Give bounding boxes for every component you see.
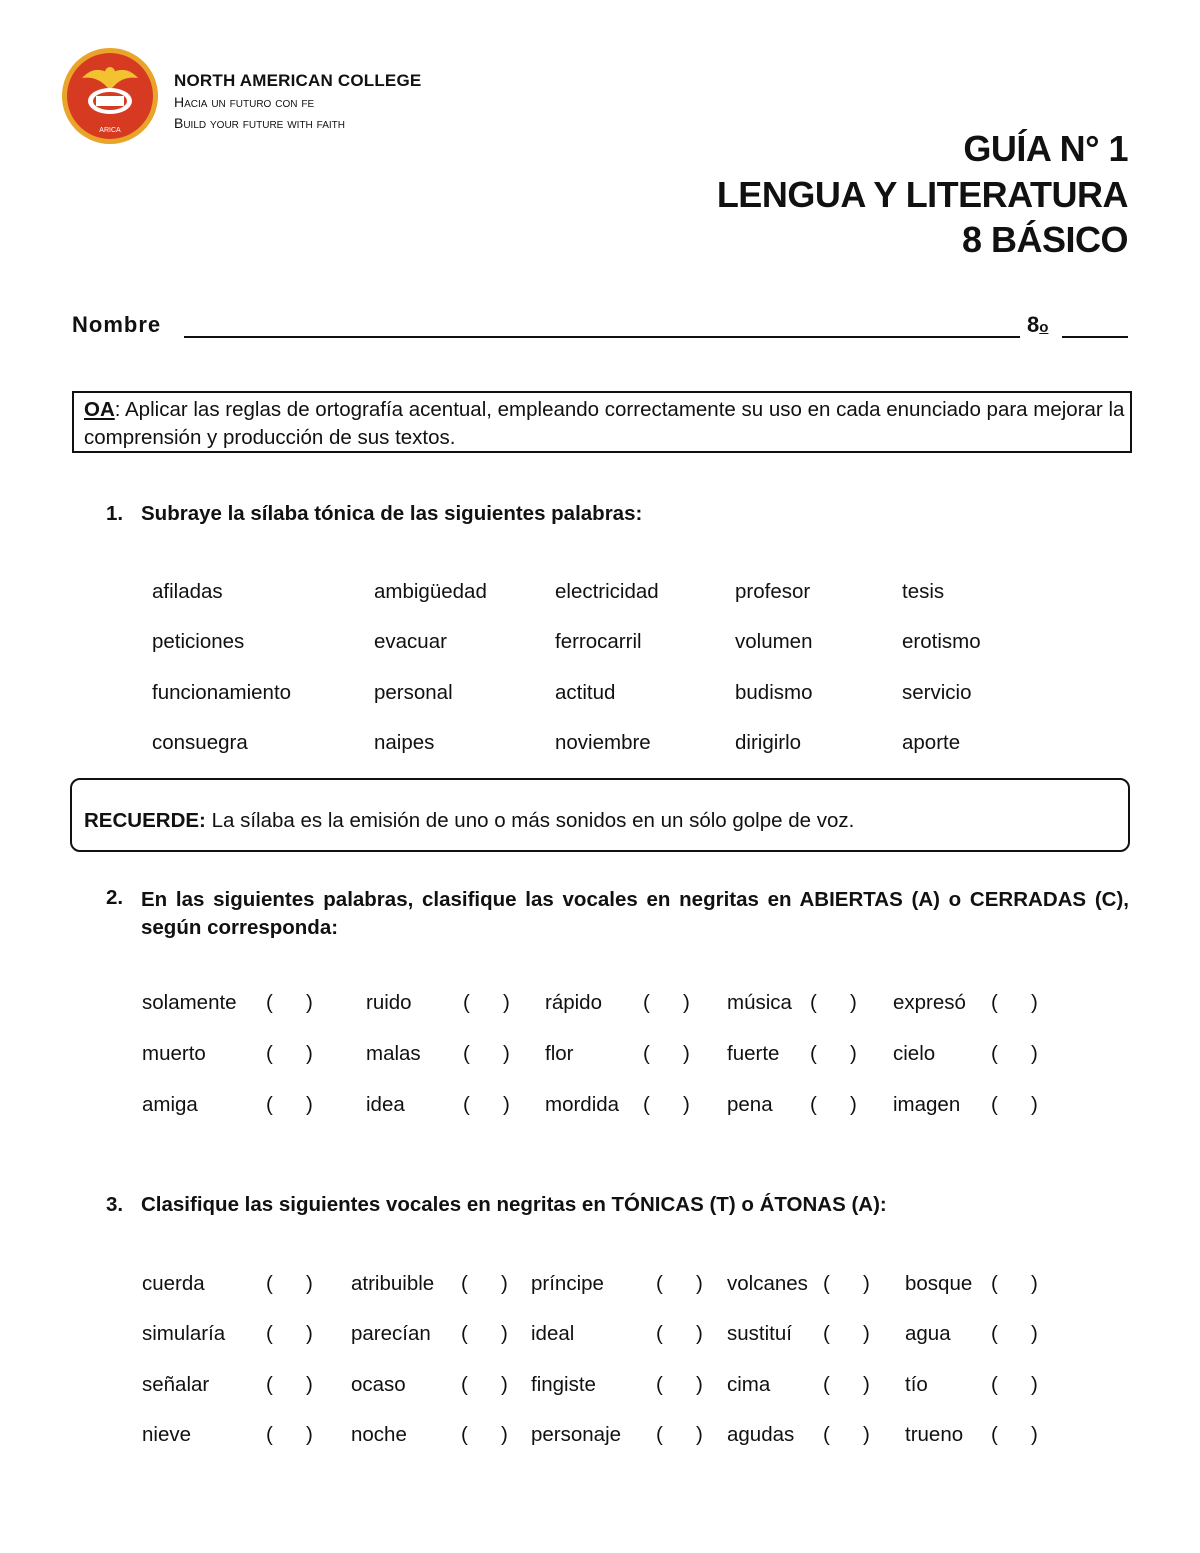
section2-answer-open-paren[interactable]: ( <box>266 1042 273 1065</box>
section3-answer-open-paren[interactable]: ( <box>991 1373 998 1396</box>
section3-word: ideal <box>531 1322 575 1345</box>
section3-answer-close-paren[interactable]: ) <box>863 1322 870 1345</box>
subject-title: LENGUA Y LITERATURA <box>716 174 1128 215</box>
section2-word: imagen <box>893 1093 961 1116</box>
section2-word: solamente <box>142 991 237 1014</box>
section3-word: señalar <box>142 1373 210 1396</box>
section2-answer-close-paren[interactable]: ) <box>1031 1093 1038 1116</box>
section2-answer-close-paren[interactable]: ) <box>306 991 313 1014</box>
section-1-word[interactable]: afiladas <box>152 580 223 603</box>
section3-answer-close-paren[interactable]: ) <box>1031 1373 1038 1396</box>
section-1-word[interactable]: naipes <box>374 731 435 754</box>
section2-answer-open-paren[interactable]: ( <box>266 991 273 1014</box>
section2-word: fuerte <box>727 1042 780 1065</box>
section3-answer-open-paren[interactable]: ( <box>823 1272 830 1295</box>
section2-word: expresó <box>893 991 966 1014</box>
section2-answer-close-paren[interactable]: ) <box>306 1093 313 1116</box>
section3-answer-close-paren[interactable]: ) <box>501 1272 508 1295</box>
reminder-label: RECUERDE: <box>84 809 206 832</box>
section3-answer-open-paren[interactable]: ( <box>656 1322 663 1345</box>
section3-word: fingiste <box>531 1373 596 1396</box>
section3-answer-open-paren[interactable]: ( <box>656 1423 663 1446</box>
objective-label: OA <box>84 398 115 421</box>
section-1-word[interactable]: profesor <box>735 580 811 603</box>
section2-answer-open-paren[interactable]: ( <box>463 991 470 1014</box>
section2-word: malas <box>366 1042 421 1065</box>
section3-answer-open-paren[interactable]: ( <box>656 1373 663 1396</box>
school-logo <box>60 46 160 146</box>
section3-answer-open-paren[interactable]: ( <box>991 1272 998 1295</box>
name-label: Nombre <box>72 312 162 337</box>
section3-answer-close-paren[interactable]: ) <box>863 1373 870 1396</box>
school-name: NORTH AMERICAN COLLEGE <box>174 71 422 90</box>
section2-answer-open-paren[interactable]: ( <box>463 1042 470 1065</box>
section3-word: cima <box>727 1373 771 1396</box>
section2-answer-open-paren[interactable]: ( <box>643 991 650 1014</box>
section3-word: cuerda <box>142 1272 205 1295</box>
section-1-word[interactable]: erotismo <box>902 630 981 653</box>
school-motto-en: Build your future with faith <box>174 115 346 131</box>
section3-answer-close-paren[interactable]: ) <box>1031 1272 1038 1295</box>
section2-word: música <box>727 991 792 1014</box>
section2-answer-open-paren[interactable]: ( <box>810 991 817 1014</box>
section3-answer-open-paren[interactable]: ( <box>656 1272 663 1295</box>
objective-description: : Aplicar las reglas de ortografía acentual, empleando correctamente su uso en cada enunciado para mejorar la comprensión y producción de sus textos. <box>84 398 1125 449</box>
section2-word: flor <box>545 1042 574 1065</box>
section3-answer-close-paren[interactable]: ) <box>306 1272 313 1295</box>
section3-answer-open-paren[interactable]: ( <box>991 1423 998 1446</box>
section3-answer-open-paren[interactable]: ( <box>823 1322 830 1345</box>
section2-answer-close-paren[interactable]: ) <box>1031 1042 1038 1065</box>
section2-answer-close-paren[interactable]: ) <box>683 1042 690 1065</box>
section3-word: ocaso <box>351 1373 406 1396</box>
section2-word: amiga <box>142 1093 198 1116</box>
section3-answer-open-paren[interactable]: ( <box>266 1423 273 1446</box>
section3-word: trueno <box>905 1423 964 1446</box>
section3-answer-open-paren[interactable]: ( <box>266 1373 273 1396</box>
section3-word: noche <box>351 1423 407 1446</box>
section2-word: pena <box>727 1093 773 1116</box>
section2-answer-close-paren[interactable]: ) <box>306 1042 313 1065</box>
section2-word: mordida <box>545 1093 620 1116</box>
section3-word: atribuible <box>351 1272 435 1295</box>
section-1-title: Subraye la sílaba tónica de las siguientes palabras: <box>141 502 643 525</box>
section-2-number: 2. <box>106 886 124 909</box>
section-1-number: 1. <box>106 502 124 525</box>
section3-word: príncipe <box>531 1272 604 1295</box>
section3-answer-close-paren[interactable]: ) <box>501 1373 508 1396</box>
section3-answer-close-paren[interactable]: ) <box>501 1322 508 1345</box>
section-1-word[interactable]: dirigirlo <box>735 731 802 754</box>
section3-answer-open-paren[interactable]: ( <box>461 1423 468 1446</box>
grade-input-line[interactable] <box>1062 336 1128 338</box>
section2-answer-close-paren[interactable]: ) <box>503 1093 510 1116</box>
section3-answer-close-paren[interactable]: ) <box>696 1373 703 1396</box>
section3-answer-open-paren[interactable]: ( <box>823 1373 830 1396</box>
section3-answer-open-paren[interactable]: ( <box>266 1322 273 1345</box>
section3-answer-close-paren[interactable]: ) <box>1031 1423 1038 1446</box>
section3-answer-close-paren[interactable]: ) <box>696 1322 703 1345</box>
section3-word: agua <box>905 1322 951 1345</box>
section3-word: volcanes <box>727 1272 808 1295</box>
section3-answer-open-paren[interactable]: ( <box>461 1373 468 1396</box>
section-1-word[interactable]: ferrocarril <box>555 630 642 653</box>
reminder-description: La sílaba es la emisión de uno o más sonidos en un sólo golpe de voz. <box>205 809 855 832</box>
section3-answer-close-paren[interactable]: ) <box>501 1423 508 1446</box>
section3-word: bosque <box>905 1272 973 1295</box>
school-motto-es: Hacia un futuro con fe <box>174 94 315 110</box>
section2-answer-close-paren[interactable]: ) <box>850 1042 857 1065</box>
section-1-word[interactable]: actitud <box>555 681 616 704</box>
grade-label: 8o <box>1027 312 1049 337</box>
section2-answer-close-paren[interactable]: ) <box>503 1042 510 1065</box>
section3-answer-open-paren[interactable]: ( <box>991 1322 998 1345</box>
section2-answer-close-paren[interactable]: ) <box>503 991 510 1014</box>
section2-answer-close-paren[interactable]: ) <box>850 991 857 1014</box>
section2-answer-open-paren[interactable]: ( <box>266 1093 273 1116</box>
section-1-word[interactable]: funcionamiento <box>152 681 292 704</box>
section2-answer-close-paren[interactable]: ) <box>683 1093 690 1116</box>
section-1-word[interactable]: personal <box>374 681 453 704</box>
svg-text:ARICA: ARICA <box>99 127 121 134</box>
section-1-word[interactable]: budismo <box>735 681 813 704</box>
section2-answer-close-paren[interactable]: ) <box>683 991 690 1014</box>
section2-word: muerto <box>142 1042 206 1065</box>
section3-word: tío <box>905 1373 928 1396</box>
section2-answer-close-paren[interactable]: ) <box>850 1093 857 1116</box>
section2-answer-open-paren[interactable]: ( <box>643 1093 650 1116</box>
section3-answer-close-paren[interactable]: ) <box>306 1322 313 1345</box>
section3-answer-open-paren[interactable]: ( <box>823 1423 830 1446</box>
section3-answer-open-paren[interactable]: ( <box>266 1272 273 1295</box>
section-2-title: En las siguientes palabras, clasifique las vocales en negritas en ABIERTAS (A) o CERRADAS (C), según corresponda: <box>141 888 1129 939</box>
section3-word: nieve <box>142 1423 192 1446</box>
section2-answer-open-paren[interactable]: ( <box>643 1042 650 1065</box>
section3-answer-close-paren[interactable]: ) <box>863 1272 870 1295</box>
section-1-word[interactable]: ambigüedad <box>374 580 487 603</box>
section-1-word[interactable]: servicio <box>902 681 972 704</box>
section-1-word[interactable]: noviembre <box>555 731 651 754</box>
section3-answer-close-paren[interactable]: ) <box>696 1423 703 1446</box>
section3-answer-open-paren[interactable]: ( <box>461 1272 468 1295</box>
grade-title: 8 BÁSICO <box>961 219 1128 260</box>
section3-answer-close-paren[interactable]: ) <box>306 1373 313 1396</box>
section-1-word[interactable]: tesis <box>902 580 945 603</box>
section2-answer-open-paren[interactable]: ( <box>463 1093 470 1116</box>
section3-answer-close-paren[interactable]: ) <box>1031 1322 1038 1345</box>
section2-answer-open-paren[interactable]: ( <box>810 1042 817 1065</box>
section3-word: agudas <box>727 1423 795 1446</box>
section-3-number: 3. <box>106 1193 124 1216</box>
section-1-word[interactable]: volumen <box>735 630 813 653</box>
guide-title: GUÍA N° 1 <box>963 128 1128 169</box>
section3-word: sustituí <box>727 1322 792 1345</box>
section2-answer-open-paren[interactable]: ( <box>991 991 998 1014</box>
section2-answer-open-paren[interactable]: ( <box>810 1093 817 1116</box>
section-1-word[interactable]: consuegra <box>152 731 248 754</box>
objective-text <box>84 396 1130 452</box>
section-1-word[interactable]: electricidad <box>555 580 659 603</box>
section3-answer-close-paren[interactable]: ) <box>306 1423 313 1446</box>
section-1-word[interactable]: peticiones <box>152 630 245 653</box>
section2-answer-open-paren[interactable]: ( <box>991 1093 998 1116</box>
section2-word: cielo <box>893 1042 936 1065</box>
section2-answer-open-paren[interactable]: ( <box>991 1042 998 1065</box>
name-input-line[interactable] <box>184 336 1020 338</box>
section3-word: parecían <box>351 1322 431 1345</box>
section2-word: ruido <box>366 991 412 1014</box>
section-1-word[interactable]: aporte <box>902 731 961 754</box>
section2-answer-close-paren[interactable]: ) <box>1031 991 1038 1014</box>
section3-answer-close-paren[interactable]: ) <box>863 1423 870 1446</box>
section3-answer-close-paren[interactable]: ) <box>696 1272 703 1295</box>
section-3-title: Clasifique las siguientes vocales en negritas en TÓNICAS (T) o ÁTONAS (A): <box>141 1193 887 1216</box>
section2-word: idea <box>366 1093 405 1116</box>
section3-answer-open-paren[interactable]: ( <box>461 1322 468 1345</box>
section2-word: rápido <box>545 991 602 1014</box>
reminder-text <box>84 809 854 833</box>
section3-word: personaje <box>531 1423 622 1446</box>
section-1-word[interactable]: evacuar <box>374 630 447 653</box>
section3-word: simularía <box>142 1322 226 1345</box>
